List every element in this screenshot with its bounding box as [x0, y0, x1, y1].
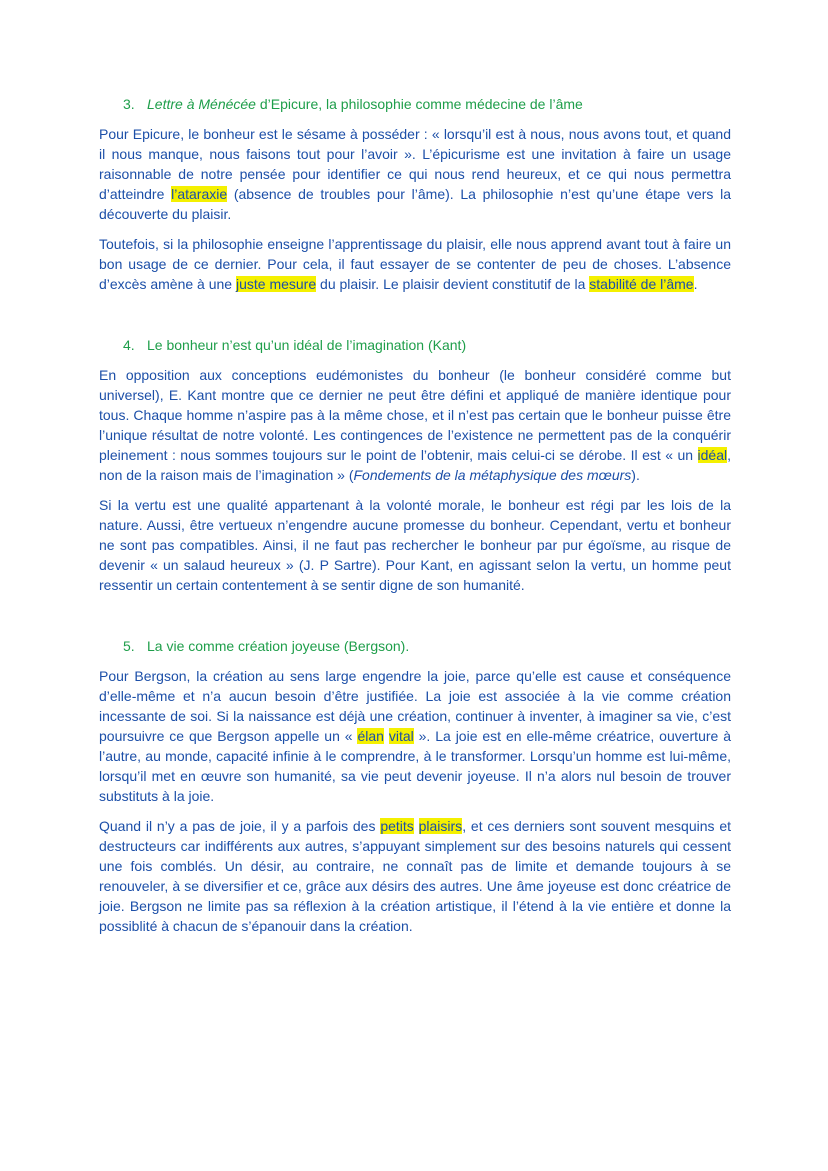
text-run: Toutefois, si la philosophie enseigne l’apprentissage du plaisir, elle nous apprend avant tout à faire un bon usage de ce dernier. Pour cela, il faut essayer de se contenter de peu de choses. L’absence d’excès amène à une — [99, 236, 731, 292]
heading-title: d’Epicure, la philosophie comme médecine de l’âme — [255, 96, 583, 112]
text-run: Pour Bergson, la création au sens large engendre la joie, parce qu’elle est cause et conséquence d’elle-même et n’a aucun besoin d’être justifiée. La joie est associée à la vie comme création incessante de soi. Si la naissance est déjà une création, continuer à inventer, à imaginer sa vie, c’est poursuivre ce que Bergson appelle un « — [99, 668, 731, 744]
highlight-vital: vital — [388, 728, 414, 744]
heading-title: La vie comme création joyeuse (Bergson). — [147, 638, 410, 654]
paragraph-epicure-1 — [99, 124, 731, 224]
highlight-stabilite-ame: stabilité de l’âme — [589, 276, 694, 292]
paragraph-kant-1 — [99, 365, 731, 485]
document-page — [99, 94, 731, 946]
highlight-ataraxie: l’ataraxie — [171, 186, 228, 202]
paragraph-bergson-1 — [99, 666, 731, 806]
text-run: , non de la raison mais de l’imagination » ( — [99, 447, 731, 483]
highlight-ideal: idéal — [697, 447, 728, 463]
text-run: Pour Epicure, le bonheur est le sésame à posséder : « lorsqu’il est à nous, nous avons tout, et quand il nous manque, nous faisons tout pour l’avoir ». L’épicurisme est une invitation à faire un usage raisonnable de notre pensée pour identifier ce qui nous rend heureux, et ce qui nous permettra d’atteindre — [99, 126, 731, 202]
text-run: ). — [631, 467, 640, 483]
section-heading-5 — [123, 636, 731, 656]
text-run: (absence de troubles pour l’âme). La philosophie n’est qu’une étape vers la découverte du plaisir. — [99, 186, 731, 222]
heading-italic-title: Lettre à Ménécée — [147, 96, 256, 112]
text-run: . — [693, 276, 698, 292]
section-heading-3 — [123, 94, 731, 114]
text-run — [414, 818, 419, 834]
text-run: En opposition aux conceptions eudémonistes du bonheur (le bonheur considéré comme but universel), E. Kant montre que ce dernier ne peut être défini et appliqué de manière identique pour tous. Chaque homme n’aspire pas à la même chose, et il n’est pas certain que le bonheur puisse être l’unique résultat de notre volonté. Les contingences de l’existence ne permettent pas de la conquérir pleinement : nous sommes toujours sur le point de l’obtenir, mais celui-ci se dérobe. Il est « un — [99, 367, 731, 463]
section-spacer — [99, 304, 731, 335]
section-number: 3. — [123, 96, 135, 112]
text-run: ». La joie est en elle-même créatrice, ouverture à l’autre, au monde, capacité infinie à le comprendre, à le transformer. Lorsqu’un homme est lui-même, lorsqu’il met en œuvre son humanité, sa vie peut devenir joyeuse. Il n’a alors nul besoin de trouver substituts à la joie. — [99, 728, 731, 804]
highlight-plaisirs: plaisirs — [418, 818, 463, 834]
section-number: 4. — [123, 337, 135, 353]
paragraph-kant-2: Si la vertu est une qualité appartenant à la volonté morale, le bonheur est régi par les lois de la nature. Aussi, être vertueux n’engendre aucune promesse du bonheur. Cependant, vertu et bonheur ne sont pas compatibles. Ainsi, il ne faut pas rechercher le bonheur par pur égoïsme, au risque de devenir « un salaud heureux » (J. P Sartre). Pour Kant, en agissant selon la vertu, un homme peut ressentir un certain contentement à se sentir digne de son humanité. — [99, 497, 731, 593]
book-title: Fondements de la métaphysique des mœurs — [353, 467, 632, 483]
section-heading-4 — [123, 335, 731, 355]
text-run: du plaisir. Le plaisir devient constitutif de la — [316, 276, 590, 292]
text-run: Quand il n’y a pas de joie, il y a parfois des — [99, 818, 381, 834]
paragraph-bergson-2 — [99, 816, 731, 936]
text-run: , et ces derniers sont souvent mesquins et destructeurs car indifférents aux autres, s’appuyant simplement sur des besoins naturels qui cessent une fois comblés. Un désir, au contraire, ne connaît pas de limite et demande toujours à se renouveler, à se diversifier et ce, grâce aux désirs des autres. Une âme joyeuse est donc créatrice de joie. Bergson ne limite pas sa réflexion à la création artistique, il l’étend à la vie entière et donne la possiblité à chacun de s’épanouir dans la création. — [99, 818, 732, 934]
section-spacer — [99, 605, 731, 636]
paragraph-epicure-2 — [99, 234, 731, 294]
highlight-petits: petits — [380, 818, 414, 834]
section-number: 5. — [123, 638, 135, 654]
heading-title: Le bonheur n’est qu’un idéal de l’imagination (Kant) — [147, 337, 467, 353]
highlight-juste-mesure: juste mesure — [235, 276, 317, 292]
highlight-elan: élan — [357, 728, 384, 744]
